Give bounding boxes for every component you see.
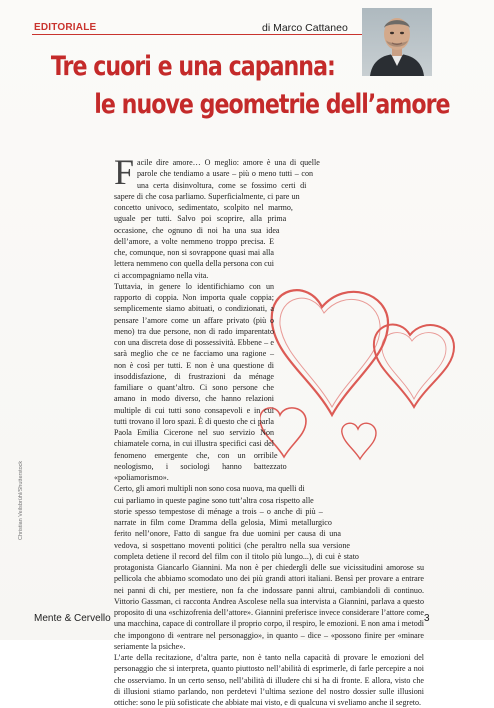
author-byline: di Marco Cattaneo bbox=[262, 22, 348, 34]
paragraph-3: Certo, gli amori multipli non sono cosa nuova, ma quelli di cui parliamo in queste pagine sono tutt’altra cosa rispetto alle storie spesso tempestose di ménage a trois – o anche di più – narrate in film come Dramma della gelosia, Mimì metallurgico ferito nell’onore, Fatto di sangue fra due uomini per causa di una vedova, si sospettano moventi politici (che peraltro nella sua versione completa detiene il record del film con il titolo più lungo...), di cui è stato protagonista Giancarlo Giannini. Ma non è per chiedergli delle sue vicissitudini amorose su pellicola che abbiamo scomodato uno dei più grandi attori italiani. Bensì per provare a entrare nei panni di chi, per mestiere, non fa che indossare panni altrui, cambiandoli di continuo. Vittorio Gassman, ci racconta Andrea Ascolese nella sua intervista a Giannini, parlava a questo proposito di una «schizofrenia dell’attore». Giannini preferisce invece considerare l’attore come una macchina, capace di controllare il proprio corpo, il respiro, le emozioni. E non ama i metodi che impongono di «entrare nel personaggio», in quanto – dice – «possono finire per «minare seriamente la psiche». bbox=[114, 484, 424, 651]
paragraph-4: L’arte della recitazione, d’altra parte, non è tanto nella capacità di provare le emozioni del personaggio che si interpreta, quanto piuttosto nell’abilità di esprimerle, di farle percepire a noi che osserviamo. In un certo senso, nell’abilità di illudere chi si ha di fronte. E allora, visto che di illusioni stiamo parlando, non perdetevi l’ultima sezione del nostro dossier sulle illusioni ottiche: sono le più sofisticate che abbiate mai visto, e di qualcuna vi sveliamo anche il segreto. bbox=[114, 653, 424, 707]
section-label: EDITORIALE bbox=[34, 22, 97, 33]
header-rule bbox=[32, 34, 362, 35]
author-portrait-icon bbox=[362, 8, 432, 76]
paragraph-1-text: acile dire amore… O meglio: amore è una di quelle parole che tendiamo a usare – più o meno tutti – con una certa disinvoltura, come se fossimo certi di sapere di che cosa parliamo. Superficialmente, ci pare un concetto univoco, sedimentato, scolpito nel marmo, uguale per tutti. Salvo poi scoprire, alla prima occasione, che ognuno di noi ha una sua idea dell’amore, a volte nemmeno troppo precisa. E che, comunque, non si sovrappone quasi mai alla lettera nemmeno con quella della persona con cui ci accompagniamo nella vita. bbox=[114, 158, 320, 280]
page-number: 3 bbox=[424, 613, 430, 624]
magazine-name: Mente & Cervello bbox=[34, 613, 111, 624]
photo-credit: Christian Veilsbrühl/Shutterstock bbox=[18, 460, 24, 540]
author-portrait bbox=[362, 8, 432, 76]
dropcap: F bbox=[114, 152, 135, 192]
title-line-2: le nuove geometrie dell’amore bbox=[94, 89, 450, 120]
paragraph-2: Tuttavia, in genere lo identifichiamo con un rapporto di coppia. Non importa quale coppia; semplicemente siamo abituati, o condizionati, a pensare l’amore come un affare privato (più o meno) tra due persone, non di rado imparentato con una discreta dose di possessività. Ebbene – e sarà meglio che ce ne facciamo una ragione – non è così per tutti. E non è una questione di insoddisfazione, di frustrazioni da ménage familiare o quant’altro. Ci sono persone che amano in modo diverso, che hanno relazioni multiple di cui tutti sono consapevoli e in cui tutti trovano il loro spazi. È di questo che ci parla Paola Emilia Cicerone nel suo servizio Non chiamatele corna, in cui illustra specifici casi del fenomeno emergente che, con un orribile neologismo, i sociologi hanno battezzato «poliamorismo». bbox=[114, 281, 287, 482]
title-line-1: Tre cuori e una capanna: bbox=[50, 51, 335, 82]
article-body bbox=[114, 152, 424, 708]
